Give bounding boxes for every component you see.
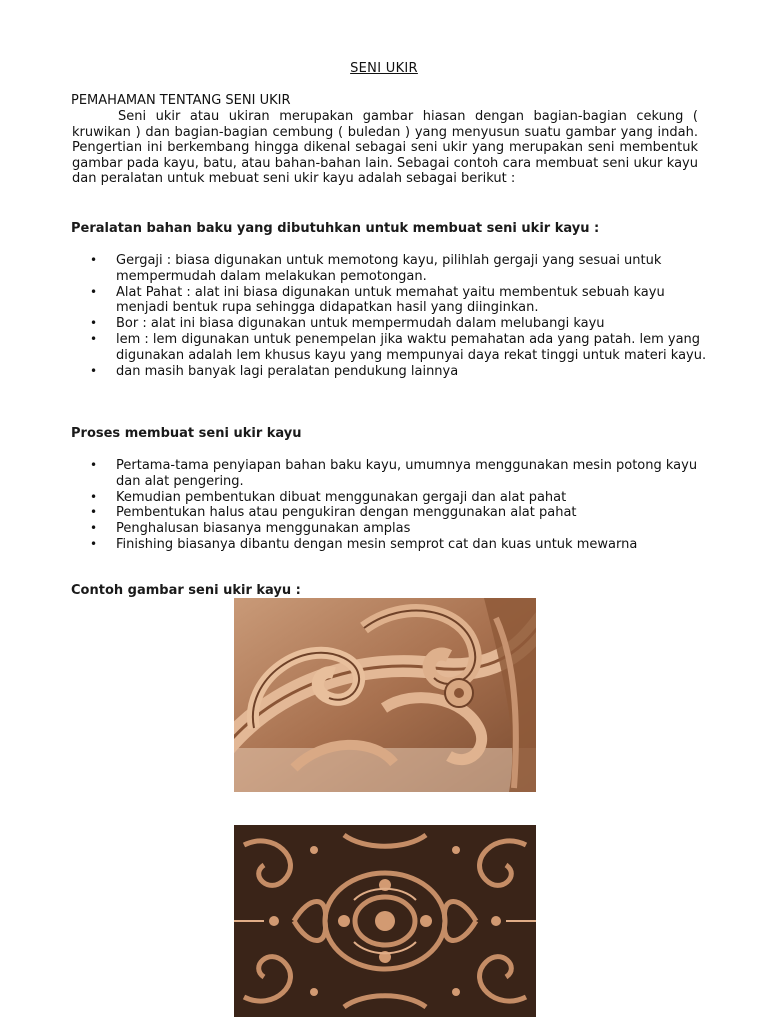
tools-list xyxy=(90,253,710,379)
wood-carving-photo-2 xyxy=(234,825,536,1017)
list-item: • Finishing biasanya dibantu dengan mesin semprot cat dan kuas untuk mewarna xyxy=(90,537,710,553)
list-item: • lem : lem digunakan untuk penempelan jika waktu pemahatan ada yang patah. lem yang digunakan adalah lem khusus kayu yang mempunyai daya rekat tinggi untuk materi kayu. xyxy=(90,332,710,364)
list-item: • Alat Pahat : alat ini biasa digunakan untuk memahat yaitu membentuk sebuah kayu menjadi bentuk rupa sehingga didapatkan hasil yang diinginkan. xyxy=(90,285,710,317)
document-title: SENI UKIR xyxy=(350,61,418,76)
list-item: • Kemudian pembentukan dibuat menggunakan gergaji dan alat pahat xyxy=(90,490,710,506)
wood-carving-photo-1 xyxy=(234,598,536,792)
section-heading-process: Proses membuat seni ukir kayu xyxy=(71,426,302,441)
intro-text: Seni ukir atau ukiran merupakan gambar hiasan dengan bagian-bagian cekung ( kruwikan ) dan bagian-bagian cembung ( buledan ) yang menyusun suatu gambar yang indah. Pengertian ini berkembang hingga dikenal sebagai seni ukir yang merupakan seni membentuk gambar pada kayu, batu, atau bahan-bahan lain. Sebagai contoh cara membuat seni ukur kayu dan peralatan untuk mebuat seni ukir kayu adalah sebagai berikut : xyxy=(72,109,698,187)
section-heading-examples: Contoh gambar seni ukir kayu : xyxy=(71,583,301,598)
list-item: • dan masih banyak lagi peralatan pendukung lainnya xyxy=(90,364,710,380)
list-item: • Penghalusan biasanya menggunakan amplas xyxy=(90,521,710,537)
intro-paragraph xyxy=(72,109,698,187)
process-list xyxy=(90,458,710,553)
list-item: • Gergaji : biasa digunakan untuk memotong kayu, pilihlah gergaji yang sesuai untuk mempermudah dalam melakukan pemotongan. xyxy=(90,253,710,285)
list-item: • Bor : alat ini biasa digunakan untuk mempermudah dalam melubangi kayu xyxy=(90,316,710,332)
section-heading-understanding: PEMAHAMAN TENTANG SENI UKIR xyxy=(71,93,291,108)
section-heading-tools: Peralatan bahan baku yang dibutuhkan untuk membuat seni ukir kayu : xyxy=(71,221,600,236)
list-item: • Pembentukan halus atau pengukiran dengan menggunakan alat pahat xyxy=(90,505,710,521)
list-item: • Pertama-tama penyiapan bahan baku kayu, umumnya menggunakan mesin potong kayu dan alat pengering. xyxy=(90,458,710,490)
